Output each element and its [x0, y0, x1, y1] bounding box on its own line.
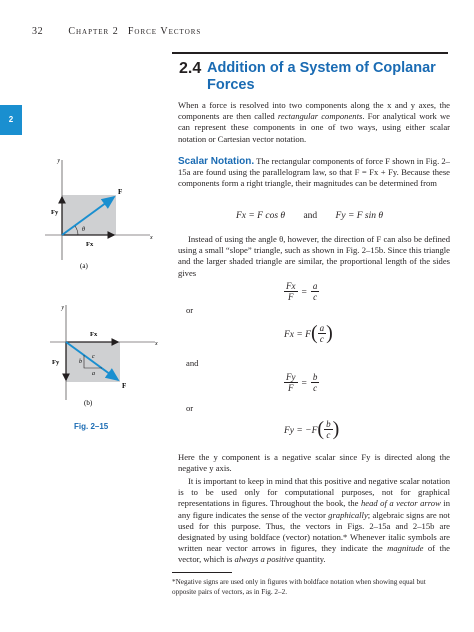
equation-components	[236, 211, 383, 221]
label-f: F	[118, 188, 123, 196]
eq-and: and	[303, 211, 318, 221]
and-label: and	[186, 358, 199, 368]
eq-fx: Fx = F cos θ	[236, 211, 286, 221]
frac-num: a	[319, 323, 325, 333]
eq-fy: Fy = F sin θ	[335, 211, 384, 221]
notation-text-1: It is important to keep in mind that this positive and negative scalar notation is to be used only for computational purposes, not for graphical representations in figures. Throughout the book, the	[178, 476, 450, 509]
equation-fy-slope: Fy = −F( $\frac{b}{c}$ )	[284, 418, 340, 440]
scalar-notation-paragraph	[178, 156, 450, 190]
label-fx: Fx	[90, 331, 98, 338]
figure-2-15b	[40, 300, 170, 420]
or-label-1: or	[186, 305, 194, 315]
slope-text: Instead of using the angle θ, however, the direction of F can also be defined using a small “slope” triangle, such as shown in Fig. 2–15b. Since this triangle and the larger shaded triangle are similar, the proportional length of the sides gives	[178, 234, 450, 278]
frac-num: b	[312, 372, 318, 382]
section-number: 2.4	[179, 60, 202, 77]
scalar-notation-heading: Scalar Notation.	[178, 156, 255, 167]
figure-2-15a	[40, 150, 160, 300]
frac-den: c	[319, 334, 324, 344]
equation-ratio-y	[284, 372, 319, 393]
label-fx: Fx	[86, 241, 94, 248]
frac-den: c	[326, 430, 331, 440]
footnote-rule	[172, 572, 232, 573]
section-rule	[172, 52, 448, 54]
label-y: y	[61, 305, 64, 311]
eq-sign: =	[301, 379, 307, 390]
frac-num: Fx	[286, 281, 296, 291]
notation-paragraph	[178, 476, 450, 566]
label-f: F	[122, 382, 127, 390]
or-label-2: or	[186, 403, 194, 413]
label-a: a	[92, 371, 95, 377]
label-y: y	[57, 158, 60, 164]
notation-emph-1: head of a vector arrow	[360, 498, 441, 509]
negative-y-paragraph: Here the y component is a negative scalar since Fy is directed along the negative y axis.	[178, 452, 450, 474]
label-x: x	[150, 235, 153, 241]
notation-emph-3: magnitude	[387, 543, 424, 554]
label-x: x	[155, 341, 158, 347]
figure-label: Fig. 2–15	[74, 422, 109, 431]
section-title: Addition of a System of Coplanar Forces	[207, 60, 436, 93]
frac-num: a	[312, 281, 318, 291]
frac-den: F	[288, 383, 294, 393]
notation-text-2: in any figure indicates the sense of the vector	[178, 498, 450, 520]
equation-ratio-x	[284, 281, 319, 302]
notation-text-5: quantity.	[293, 554, 326, 565]
eq3-lhs: Fx = F	[284, 330, 311, 341]
eq5-lhs: Fy = −F	[284, 426, 318, 437]
intro-paragraph	[178, 100, 450, 145]
footnote: *Negative signs are used only in figures with boldface notation when showing equal but opposite pairs of vectors, as in Fig. 2–2.	[172, 578, 426, 596]
eq-sign: =	[301, 288, 307, 299]
label-fy: Fy	[51, 209, 59, 216]
slope-paragraph	[178, 234, 450, 279]
running-head	[32, 26, 201, 37]
frac-den: c	[313, 292, 318, 302]
page-number: 32	[32, 26, 44, 37]
frac-den: F	[288, 292, 294, 302]
scalar-notation-text: The rectangular components of force F shown in Fig. 2–15a are found using the parallelogram law, so that F = Fx + Fy. Because these components form a right triangle, their magnitudes can be determined from	[178, 156, 450, 189]
chapter-title: Force Vectors	[127, 26, 202, 37]
intro-text-1: When a force is resolved into two components along the x and y axes, the components are then called	[178, 100, 450, 122]
intro-emphasis: rectangular components	[277, 111, 363, 122]
caption-a: (a)	[80, 262, 88, 270]
intro-text-2: . For analytical work we can represent these components in one of two ways, using either scalar notation or Cartesian vector notation.	[178, 111, 451, 144]
label-c: c	[92, 354, 95, 360]
notation-text-4: of the vector, which is	[178, 543, 450, 565]
notation-emph-4: always a positive	[234, 554, 294, 565]
notation-emph-2: graphically	[328, 509, 368, 520]
notation-text-3: ; algebraic signs are not used for this purpose. Thus, the vectors in Figs. 2–15a and 2–15b are designated by using boldface (vector) notation.* Whenever italic symbols are written near vector arrows in figures, they indicate the	[178, 509, 450, 554]
chapter-label: Chapter 2	[68, 26, 119, 37]
label-theta: θ	[82, 227, 85, 233]
equation-fx-slope: Fx = F( $\frac{a}{c}$ )	[284, 322, 333, 344]
label-fy: Fy	[52, 359, 60, 366]
caption-b: (b)	[84, 399, 93, 407]
frac-den: c	[313, 383, 318, 393]
chapter-tab: 2	[0, 105, 22, 135]
label-b: b	[79, 359, 82, 365]
frac-num: b	[326, 419, 331, 429]
frac-num: Fy	[286, 372, 296, 382]
